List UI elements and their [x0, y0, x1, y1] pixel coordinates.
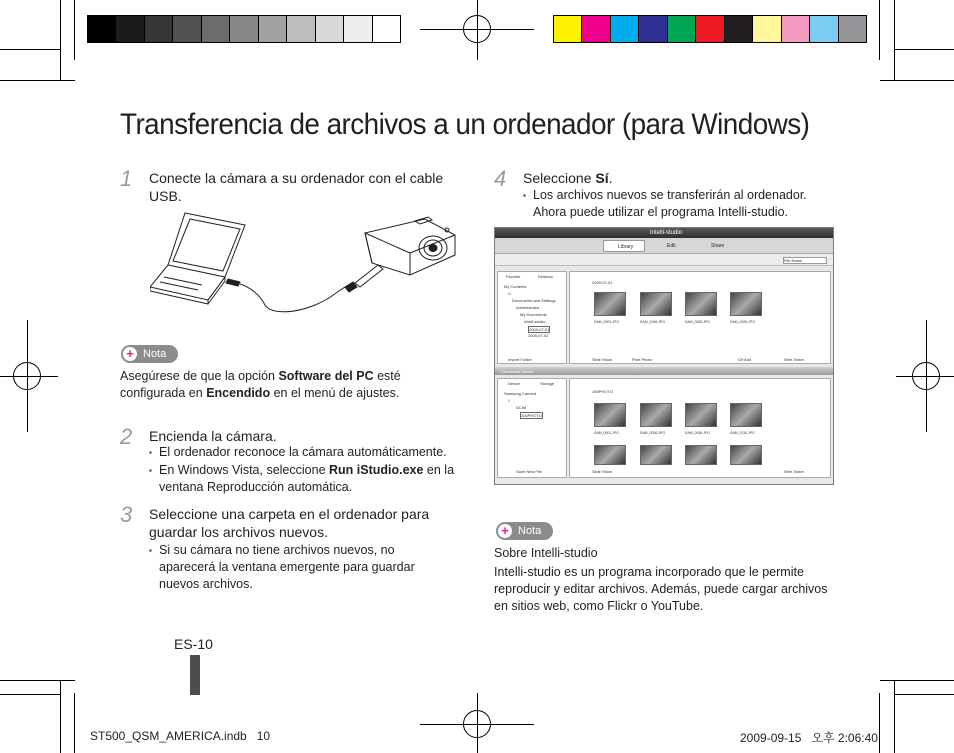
tree-item[interactable]: C:: [508, 291, 512, 296]
step-3-bullet: ▪ Si su cámara no tiene archivos nuevos, no aparecerá la ventana emergente para guardar nuevos archivos.: [149, 542, 439, 593]
tree-item[interactable]: Intelli-studio: [524, 319, 546, 324]
tree-item[interactable]: My Contents: [504, 284, 527, 289]
step-1-number: 1: [120, 166, 133, 191]
step-4-post: .: [608, 170, 613, 186]
photo-thumbnail[interactable]: [640, 403, 672, 427]
bullet-2-bold: Run iStudio.exe: [329, 463, 424, 477]
note-2-heading: Sobre Intelli-studio: [494, 546, 598, 560]
step-4-pre: Seleccione: [523, 170, 596, 186]
step-2-text: Encienda la cámara.: [149, 428, 277, 444]
photo-thumbnail[interactable]: [685, 292, 717, 316]
app-tab-bar: [495, 238, 833, 254]
step-3-text: Seleccione una carpeta en el ordenador para guardar los archivos nuevos.: [149, 506, 430, 540]
color-swatch: [230, 16, 258, 42]
tree-item[interactable]: My Documents: [520, 312, 547, 317]
note-1-part-3: en el menú de ajustes.: [270, 386, 400, 400]
import-folder-button[interactable]: Import Folder: [508, 357, 532, 362]
thumbnail-caption: SAM_0036.JPG: [640, 320, 666, 324]
color-swatch: [554, 16, 582, 42]
intelli-studio-screenshot: [494, 227, 834, 485]
slide-show-button[interactable]: Slide Show: [592, 469, 613, 474]
photo-thumbnail[interactable]: [594, 445, 626, 465]
photo-thumbnail[interactable]: [640, 292, 672, 316]
color-swatch: [639, 16, 667, 42]
filter-select[interactable]: File Name: [783, 257, 827, 264]
plus-icon: +: [123, 347, 137, 361]
color-swatch: [696, 16, 724, 42]
photo-thumbnail[interactable]: [730, 292, 762, 316]
tree-item[interactable]: I:: [508, 398, 511, 403]
thumbnail-caption: SAM_0036.JPG: [640, 431, 666, 435]
step-2-number: 2: [120, 424, 133, 449]
color-swatch: [373, 16, 400, 42]
note-1-bold-2: Encendido: [206, 386, 271, 400]
app-title-bar: [495, 228, 833, 238]
note-badge-2: [496, 522, 553, 540]
note-1-text: [120, 368, 450, 402]
thumbnail-caption: SAM_0001.JPG: [594, 320, 620, 324]
app-title: Intelli-studio: [650, 230, 683, 236]
photo-thumbnail[interactable]: [730, 445, 762, 465]
footer-filename: ST500_QSM_AMERICA.indb 10: [90, 729, 271, 743]
tab-edit[interactable]: Edit: [667, 243, 676, 249]
gray-color-bar: [87, 15, 401, 43]
gif-add-button[interactable]: Gif Add: [738, 357, 752, 362]
color-swatch: [88, 16, 116, 42]
print-photo-button[interactable]: Print Photo: [632, 357, 652, 362]
tree-item[interactable]: 100PHOTO: [521, 413, 542, 418]
color-bar: [553, 15, 867, 43]
tree-item[interactable]: Documents and Settings: [512, 298, 556, 303]
connected-device-label: Connected Device: [501, 369, 534, 374]
bottom-tree-pane: [497, 378, 567, 478]
thumbnail-caption: SAM_0001.JPG: [594, 431, 620, 435]
note-badge-label: Nota: [143, 348, 167, 360]
note-2-body: Intelli-studio es un programa incorporado que le permite reproducir y editar archivos. Además, puede cargar archivos en sitios web, como Flickr o YouTube.: [494, 565, 828, 613]
color-swatch: [316, 16, 344, 42]
color-swatch: [839, 16, 866, 42]
device-folder-label: 100PHOTO: [592, 389, 613, 394]
tree-item[interactable]: Administrator: [516, 305, 540, 310]
web-share-button[interactable]: Web Share: [784, 469, 804, 474]
color-swatch: [668, 16, 696, 42]
color-swatch: [344, 16, 372, 42]
top-thumbnail-pane: [569, 271, 831, 364]
step-4-bullet: ▪ Los archivos nuevos se transferirán al ordenador. Ahora puede utilizar el programa Intelli-studio.: [523, 187, 823, 221]
web-share-button[interactable]: Web Share: [784, 357, 804, 362]
color-swatch: [810, 16, 838, 42]
color-swatch: [173, 16, 201, 42]
thumbnail-caption: SAM_0035.JPG: [685, 320, 711, 324]
tab-device[interactable]: Device: [508, 381, 521, 386]
camera-usb-illustration: [150, 205, 460, 320]
plus-icon: +: [498, 524, 512, 538]
color-swatch: [753, 16, 781, 42]
color-swatch: [611, 16, 639, 42]
page-title: Transferencia de archivos a un ordenador (para Windows): [120, 108, 810, 141]
photo-thumbnail[interactable]: [640, 445, 672, 465]
tab-library[interactable]: Library: [603, 240, 645, 252]
photo-thumbnail[interactable]: [685, 445, 717, 465]
bottom-thumbnail-pane: [569, 378, 831, 478]
step-2-bullet-1: ▪ El ordenador reconoce la cámara automáticamente.: [149, 444, 469, 461]
note-badge-label: Nota: [518, 525, 542, 537]
bullet-2-post: en la ventana Reproducción automática.: [159, 463, 455, 494]
slide-show-button[interactable]: Slide Show: [592, 357, 613, 362]
color-swatch: [116, 16, 144, 42]
color-swatch: [287, 16, 315, 42]
step-4-text: [523, 169, 823, 187]
tree-item[interactable]: 2009-07-02: [528, 333, 549, 338]
thumbnail-caption: SAM_0116.JPG: [730, 431, 755, 435]
tab-favorite[interactable]: Favorite: [506, 274, 521, 279]
top-tree-pane: [497, 271, 567, 364]
color-swatch: [202, 16, 230, 42]
tab-share[interactable]: Share: [711, 243, 725, 249]
tree-item[interactable]: Samsung Camera: [504, 391, 537, 396]
note-1-part-2: esté configurada en: [120, 369, 401, 400]
photo-thumbnail[interactable]: [685, 403, 717, 427]
color-swatch: [782, 16, 810, 42]
connected-device-bar: [495, 367, 834, 375]
step-4-bold: Sí: [595, 170, 609, 186]
note-1-part-1: Asegúrese de que la opción: [120, 369, 279, 383]
page-tab-marker: [190, 655, 200, 695]
step-1-text: Conecte la cámara a su ordenador con el cable USB.: [149, 170, 444, 204]
photo-thumbnail[interactable]: [594, 292, 626, 316]
color-swatch: [259, 16, 287, 42]
page-number: ES-10: [174, 636, 213, 652]
tree-item[interactable]: DCIM: [516, 405, 527, 410]
color-swatch: [582, 16, 610, 42]
save-new-file-button[interactable]: Save New File: [516, 469, 542, 474]
thumbnail-caption: SAM_0026.JPG: [730, 320, 756, 324]
app-toolbar: [495, 254, 833, 266]
tab-desktop[interactable]: Desktop: [538, 274, 553, 279]
step-4-number: 4: [494, 166, 507, 191]
color-swatch: [725, 16, 753, 42]
color-swatch: [145, 16, 173, 42]
tab-storage[interactable]: Storage: [540, 381, 555, 386]
folder-label: 2009-07-01: [592, 280, 613, 285]
step-3-number: 3: [120, 502, 133, 527]
bullet-2-pre: En Windows Vista, seleccione: [159, 463, 329, 477]
footer-timestamp: 2009-09-15 오후 2:06:40: [740, 731, 878, 745]
photo-thumbnail[interactable]: [730, 403, 762, 427]
thumbnail-caption: SAM_0035.JPG: [685, 431, 711, 435]
photo-thumbnail[interactable]: [594, 403, 626, 427]
note-1-bold-1: Software del PC: [278, 369, 374, 383]
step-2-bullet-2: [149, 462, 469, 496]
tree-item[interactable]: 2009-07-01: [529, 327, 550, 332]
note-badge-1: [121, 345, 178, 363]
